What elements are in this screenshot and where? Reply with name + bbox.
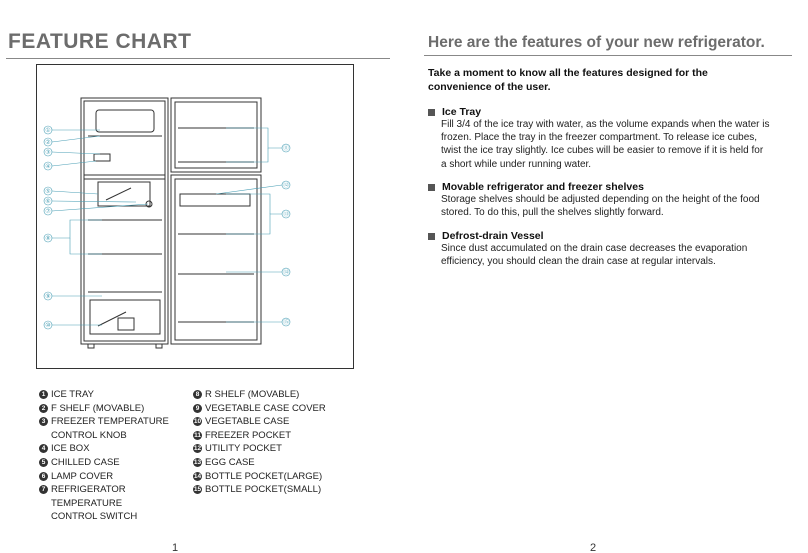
feature-body: Since dust accumulated on the drain case decreases the evaporation efficiency, you should clean the drain case at regular intervals. <box>441 243 748 268</box>
legend-number: 15 <box>193 486 202 494</box>
legend-number: 1 <box>39 390 48 399</box>
callout-label-13: ⑬ <box>282 212 290 218</box>
legend-label: REFRIGERATOR TEMPERATURE CONTROL SWITCH <box>51 484 138 523</box>
feature-body: Storage shelves should be adjusted depending on the height of the food stored. To do this, pull the shelves slightly forward. <box>441 194 760 219</box>
legend-number: 6 <box>39 472 48 481</box>
callout-label-1: ① <box>45 128 51 134</box>
callout-3 <box>44 148 52 156</box>
legend-number: 3 <box>39 417 48 426</box>
legend-item <box>193 415 363 429</box>
legend-number: 10 <box>193 418 202 426</box>
callout-6 <box>44 197 52 205</box>
legend-label: F SHELF (MOVABLE) <box>51 402 145 414</box>
legend-label: BOTTLE POCKET(LARGE) <box>205 470 323 482</box>
legend-number: 9 <box>193 404 202 413</box>
legend-number: 7 <box>39 485 48 494</box>
legend-item <box>39 388 199 402</box>
callout-label-3: ③ <box>45 150 51 156</box>
callout-15 <box>282 318 290 326</box>
square-bullet-icon <box>428 109 435 116</box>
legend-number: 4 <box>39 444 48 453</box>
legend-item <box>39 470 199 484</box>
legend-item <box>39 402 199 416</box>
callout-8 <box>44 234 52 242</box>
legend-number: 5 <box>39 458 48 467</box>
legend-left-column <box>39 388 199 524</box>
callout-11 <box>282 144 290 152</box>
freezer-door <box>171 98 261 172</box>
title-rule <box>424 55 792 56</box>
callout-4 <box>44 162 52 170</box>
feature-movable-shelves <box>428 181 768 219</box>
legend-number: 8 <box>193 390 202 399</box>
legend-number: 11 <box>194 431 201 439</box>
callout-7 <box>44 207 52 215</box>
legend-item <box>193 388 363 402</box>
legend-label: CHILLED CASE <box>51 456 120 468</box>
callout-1 <box>44 126 52 134</box>
callout-9 <box>44 292 52 300</box>
feature-heading: Defrost-drain Vessel <box>442 230 544 242</box>
legend-item <box>39 456 199 470</box>
refrigerator-door <box>171 175 261 344</box>
right-page <box>404 0 808 553</box>
legend-label: FREEZER TEMPERATURE CONTROL KNOB <box>51 416 169 441</box>
callout-label-9: ⑨ <box>45 294 51 300</box>
title-rule <box>6 58 390 59</box>
legend-item <box>193 456 363 470</box>
legend-number: 14 <box>193 472 202 480</box>
legend-item <box>193 483 363 497</box>
feature-body: Fill 3/4 of the ice tray with water, as the volume expands when the water is frozen. Place the tray in the freezer compartment. To release ice cubes, twist the ice tray slightly. Ice cubes will be easier to remove if it is held for a short while under running water. <box>441 119 770 170</box>
refrigerator-diagram <box>36 64 354 369</box>
page-title: FEATURE CHART <box>8 30 192 53</box>
feature-defrost-drain <box>428 230 768 268</box>
callout-label-2: ② <box>45 140 51 146</box>
callout-14 <box>282 268 290 276</box>
callout-5 <box>44 187 52 195</box>
callout-label-8: ⑧ <box>45 236 51 242</box>
legend-label: FREEZER POCKET <box>205 429 292 441</box>
callout-13 <box>282 210 290 218</box>
intro-text: Take a moment to know all the features designed for the convenience of the user. <box>428 67 708 93</box>
callout-label-4: ④ <box>45 164 51 170</box>
callout-label-12: ⑫ <box>282 183 290 189</box>
legend-label: EGG CASE <box>205 456 255 468</box>
legend-item <box>39 483 199 524</box>
feature-ice-tray <box>428 106 768 171</box>
callout-label-10: ⑩ <box>45 323 51 329</box>
legend-right-column <box>193 388 363 497</box>
legend-item <box>193 402 363 416</box>
page-number: 1 <box>172 542 179 553</box>
legend-number: 2 <box>39 404 48 413</box>
legend-label: LAMP COVER <box>51 470 114 482</box>
feature-heading: Ice Tray <box>442 106 482 118</box>
page-number: 2 <box>590 542 597 553</box>
legend-label: ICE BOX <box>51 443 90 455</box>
legend-number: 13 <box>193 458 202 466</box>
square-bullet-icon <box>428 233 435 240</box>
square-bullet-icon <box>428 184 435 191</box>
legend-number: 12 <box>193 445 202 453</box>
legend-item <box>39 415 199 442</box>
legend-item <box>193 429 363 443</box>
callout-12 <box>282 181 290 189</box>
callout-10 <box>44 321 52 329</box>
refrigerator-body <box>81 98 168 344</box>
callout-label-11: ⑪ <box>282 146 290 152</box>
legend-item <box>193 470 363 484</box>
callout-label-14: ⑭ <box>282 270 290 276</box>
legend-label: VEGETABLE CASE <box>205 416 290 428</box>
feature-heading: Movable refrigerator and freezer shelves <box>442 181 644 193</box>
legend-label: UTILITY POCKET <box>205 443 282 455</box>
legend-label: ICE TRAY <box>51 389 94 400</box>
legend-label: VEGETABLE CASE COVER <box>205 402 326 414</box>
callout-2 <box>44 138 52 146</box>
legend-label: R SHELF (MOVABLE) <box>205 389 300 400</box>
legend-label: BOTTLE POCKET(SMALL) <box>205 484 322 496</box>
callout-label-5: ⑤ <box>45 189 51 195</box>
callout-label-7: ⑦ <box>45 209 51 215</box>
legend-item <box>193 442 363 456</box>
callout-label-15: ⑮ <box>282 320 290 326</box>
page-title: Here are the features of your new refrigerator. <box>428 34 765 51</box>
callout-label-6: ⑥ <box>45 199 51 205</box>
legend-item <box>39 442 199 456</box>
